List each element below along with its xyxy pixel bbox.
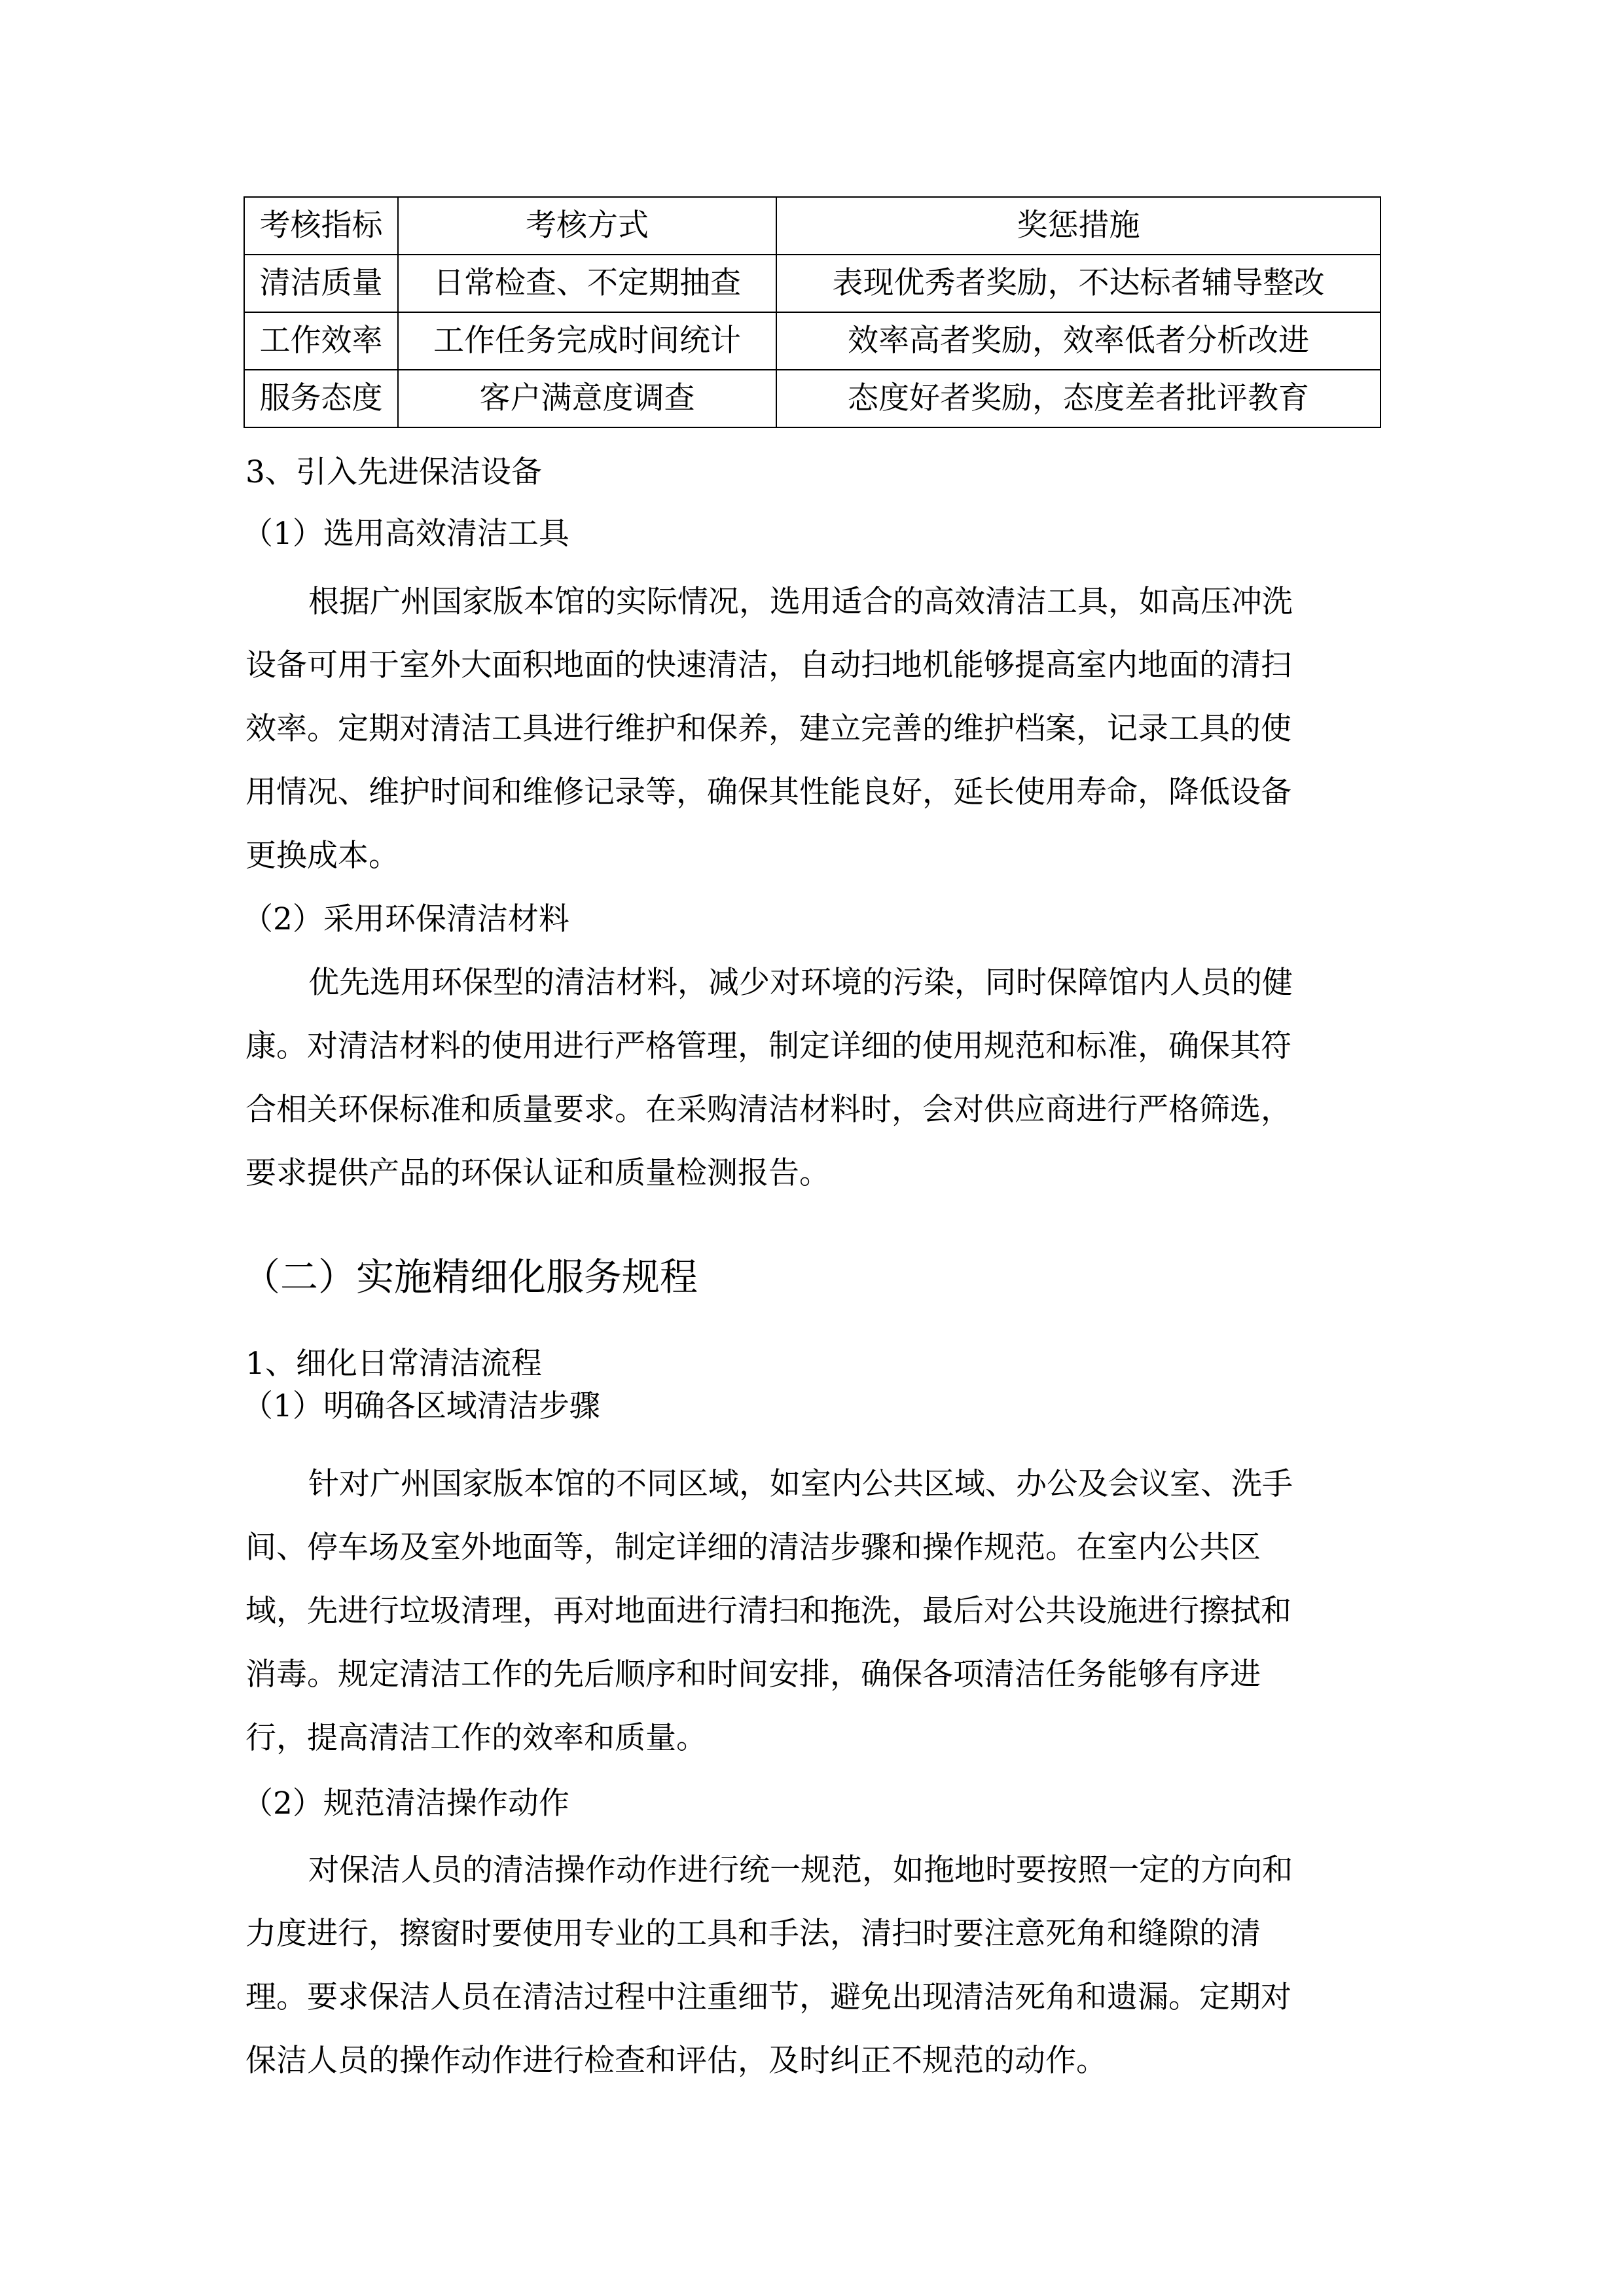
paragraph-efficient-tools xyxy=(245,584,1378,901)
table-cell: 客户满意度调查 xyxy=(398,370,776,427)
paragraph-line: 更换成本。 xyxy=(245,838,399,874)
paragraph-line: 理。要求保洁人员在清洁过程中注重细节，避免出现清洁死角和遗漏。定期对 xyxy=(245,1979,1291,2015)
paragraph-line: 间、停车场及室外地面等，制定详细的清洁步骤和操作规范。在室内公共区 xyxy=(245,1530,1261,1566)
paragraph-line: 设备可用于室外大面积地面的快速清洁，自动扫地机能够提高室内地面的清扫 xyxy=(245,647,1291,683)
paragraph-line: 域，先进行垃圾清理，再对地面进行清扫和拖洗，最后对公共设施进行擦拭和 xyxy=(245,1593,1291,1629)
paragraph-line: 力度进行，擦窗时要使用专业的工具和手法，清扫时要注意死角和缝隙的清 xyxy=(245,1916,1261,1952)
paragraph-line: 根据广州国家版本馆的实际情况，选用适合的高效清洁工具，如高压冲洗 xyxy=(308,584,1293,620)
table-cell: 日常检查、不定期抽查 xyxy=(398,255,776,312)
table-row xyxy=(244,312,1380,370)
table-row xyxy=(244,370,1380,427)
paragraph-area-steps xyxy=(245,1466,1378,1784)
paragraph-eco-materials xyxy=(245,965,1378,1219)
table-cell: 效率高者奖励，效率低者分析改进 xyxy=(776,312,1380,370)
table-header-row xyxy=(244,197,1380,255)
table-cell: 表现优秀者奖励，不达标者辅导整改 xyxy=(776,255,1380,312)
table-cell: 工作效率 xyxy=(244,312,398,370)
table-row xyxy=(244,255,1380,312)
paragraph-line: 康。对清洁材料的使用进行严格管理，制定详细的使用规范和标准，确保其符 xyxy=(245,1028,1291,1064)
paragraph-line: 对保洁人员的清洁操作动作进行统一规范，如拖地时要按照一定的方向和 xyxy=(308,1852,1293,1888)
paragraph-line: 保洁人员的操作动作进行检查和评估，及时纠正不规范的动作。 xyxy=(245,2043,1107,2079)
paragraph-line: 针对广州国家版本馆的不同区域，如室内公共区域、办公及会议室、洗手 xyxy=(308,1466,1293,1502)
paragraph-line: 要求提供产品的环保认证和质量检测报告。 xyxy=(245,1155,830,1191)
subheading-operations: （2）规范清洁操作动作 xyxy=(242,1785,569,1821)
subheading-2: （2）采用环保清洁材料 xyxy=(242,901,569,937)
table-cell: 工作任务完成时间统计 xyxy=(398,312,776,370)
heading-section-1: 1、细化日常清洁流程 xyxy=(245,1346,542,1382)
table-header-cell: 奖惩措施 xyxy=(776,197,1380,255)
table-cell: 态度好者奖励，态度差者批评教育 xyxy=(776,370,1380,427)
paragraph-line: 用情况、维护时间和维修记录等，确保其性能良好，延长使用寿命，降低设备 xyxy=(245,774,1291,810)
paragraph-line: 行，提高清洁工作的效率和质量。 xyxy=(245,1720,707,1756)
subheading-area-steps: （1）明确各区域清洁步骤 xyxy=(242,1388,600,1424)
paragraph-operations xyxy=(245,1852,1378,2106)
paragraph-line: 效率。定期对清洁工具进行维护和保养，建立完善的维护档案，记录工具的使 xyxy=(245,711,1291,747)
subheading-1: （1）选用高效清洁工具 xyxy=(242,516,569,552)
assessment-table xyxy=(244,196,1381,428)
chapter-heading-2: （二）实施精细化服务规程 xyxy=(242,1255,698,1299)
paragraph-line: 合相关环保标准和质量要求。在采购清洁材料时，会对供应商进行严格筛选， xyxy=(245,1092,1291,1128)
table-header-cell: 考核方式 xyxy=(398,197,776,255)
table-cell: 清洁质量 xyxy=(244,255,398,312)
paragraph-line: 优先选用环保型的清洁材料，减少对环境的污染，同时保障馆内人员的健 xyxy=(308,965,1293,1001)
heading-section-3: 3、引入先进保洁设备 xyxy=(245,454,542,490)
table-header-cell: 考核指标 xyxy=(244,197,398,255)
paragraph-line: 消毒。规定清洁工作的先后顺序和时间安排，确保各项清洁任务能够有序进 xyxy=(245,1657,1261,1693)
table-cell: 服务态度 xyxy=(244,370,398,427)
